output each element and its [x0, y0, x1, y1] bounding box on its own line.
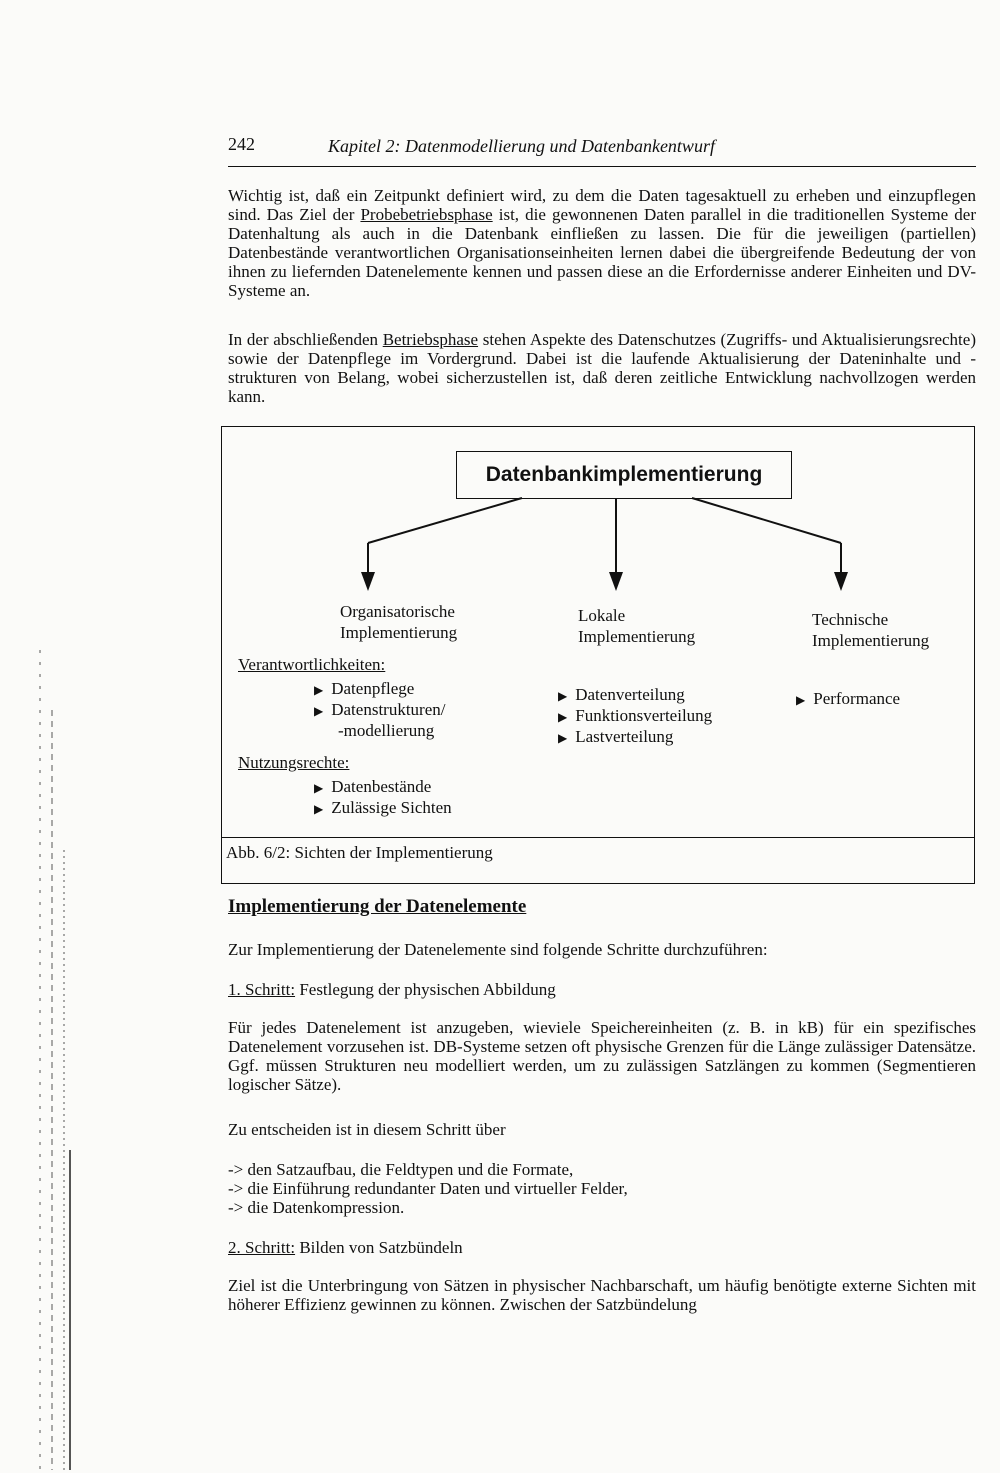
para1-text-a: Wichtig ist, daß ein Zeitpunkt definiert wird, zu dem die Daten tagesaktuell zu erheben und einzupflegen sind. Das Ziel der [228, 186, 976, 224]
col2-line2: Implementierung [578, 627, 696, 646]
col3-line2: Implementierung [812, 631, 930, 650]
item-datenbestaende: Datenbestände [331, 777, 432, 796]
col3-line1: Technische [812, 610, 889, 629]
figure-implementierung [221, 426, 975, 884]
step1-title: Festlegung der physischen Abbildung [295, 980, 556, 999]
item-datenpflege: Datenpflege [331, 679, 415, 698]
list-nutzungsrechte [314, 777, 452, 819]
paragraph-probebetrieb [228, 186, 976, 300]
page-header [228, 134, 976, 167]
col1-line2: Implementierung [340, 623, 458, 642]
decision-list [228, 1160, 976, 1217]
item-datenverteilung: Datenverteilung [575, 685, 685, 704]
column-technisch [812, 609, 929, 651]
col2-line1: Lokale [578, 606, 626, 625]
step2-text: Ziel ist die Unterbringung von Sätzen in physischer Nachbarschaft, um häufig benötigte externe Sichten mit höherer Effizienz gewinnen zu können. Zwischen der Satzbündelung [228, 1276, 976, 1314]
item-performance: Performance [813, 689, 901, 708]
triangle-bullet-icon: ▶ [314, 802, 324, 816]
term-probebetriebsphase: Probebetriebsphase [360, 205, 493, 224]
step2-heading [228, 1238, 976, 1257]
list-verantwortlichkeiten [314, 679, 445, 741]
list-lokal [558, 685, 712, 748]
step1-label: 1. Schritt: [228, 980, 296, 999]
paragraph-betriebsphase [228, 330, 976, 406]
item-funktionsverteilung: Funktionsverteilung [575, 706, 713, 725]
item-lastverteilung: Lastverteilung [575, 727, 674, 746]
col1-line1: Organisatorische [340, 602, 455, 621]
arrow-organisatorisch [361, 572, 375, 591]
item-zulaessige-sichten: Zulässige Sichten [331, 798, 452, 817]
triangle-bullet-icon: ▶ [314, 683, 324, 697]
scan-margin-artifact [18, 650, 78, 1470]
triangle-bullet-icon: ▶ [558, 710, 568, 724]
running-title: Kapitel 2: Datenmodellierung und Datenbankentwurf [328, 136, 715, 156]
triangle-bullet-icon: ▶ [558, 689, 568, 703]
page-number: 242 [228, 134, 255, 154]
step1-heading [228, 980, 976, 999]
item-modellierung: -modellierung [338, 721, 435, 740]
decide-text: Zu entscheiden ist in diesem Schritt über [228, 1120, 506, 1139]
figure-arrows [222, 427, 974, 607]
label-nutzungsrechte: Nutzungsrechte: [238, 753, 350, 772]
list-technisch [796, 689, 900, 710]
figure-title-box: Datenbankimplementierung [456, 451, 792, 499]
section-heading: Implementierung der Datenelemente [228, 896, 527, 917]
step1-text: Für jedes Datenelement ist anzugeben, wieviele Speichereinheiten (z. B. in kB) für ein spezifisches Datenelement vorzusehen ist. DB-Systeme setzen oft physische Grenzen für die Länge zulässiger Datensätze. Ggf. müssen Strukturen neu modelliert werden, um zu zulässigen Satzlängen zu kommen (Segmentieren logischer Sätze). [228, 1018, 976, 1094]
triangle-bullet-icon: ▶ [314, 704, 324, 718]
column-organisatorisch [340, 601, 457, 643]
list-item: -> die Datenkompression. [228, 1198, 405, 1217]
step2-label: 2. Schritt: [228, 1238, 296, 1257]
para1-text-b: ist, die gewonnenen Daten parallel in die traditionellen Systeme der Datenhaltung als auch in die Datenbank einfließen zu lassen. Die für die jeweiligen (partiellen) Datenbestände verantwortlichen Organisationseinheiten lernen dabei die übergreifende Bedeutung der von ihnen zu liefernden Datenelemente kennen und passen diese an die Erfordernisse anderer Einheiten und DV-Systeme an. [228, 205, 976, 300]
term-betriebsphase: Betriebsphase [382, 330, 479, 349]
triangle-bullet-icon: ▶ [796, 693, 806, 707]
arrow-lokal [609, 572, 623, 591]
para2-text-b: stehen Aspekte des Datenschutzes (Zugriffs- und Aktualisierungsrechte) sowie der Datenpflege im Vordergrund. Dabei ist die laufende Aktualisierung der Dateninhalte und -strukturen von Belang, wobei sicherzustellen ist, daß deren zeitliche Entwicklung nachvollzogen werden kann. [228, 330, 976, 406]
para2-text-a: In der abschließenden [228, 330, 383, 349]
step2-title: Bilden von Satzbündeln [295, 1238, 463, 1257]
section-intro: Zur Implementierung der Datenelemente sind folgende Schritte durchzuführen: [228, 940, 768, 959]
arrow-technisch [834, 572, 848, 591]
label-verantwortlichkeiten: Verantwortlichkeiten: [238, 655, 386, 674]
list-item: -> den Satzaufbau, die Feldtypen und die Formate, [228, 1160, 574, 1179]
list-item: -> die Einführung redundanter Daten und virtueller Felder, [228, 1179, 628, 1198]
caption-divider [222, 837, 974, 838]
figure-caption: Abb. 6/2: Sichten der Implementierung [226, 843, 493, 862]
column-lokal [578, 605, 695, 647]
triangle-bullet-icon: ▶ [558, 731, 568, 745]
item-datenstrukturen: Datenstrukturen/ [331, 700, 446, 719]
triangle-bullet-icon: ▶ [314, 781, 324, 795]
